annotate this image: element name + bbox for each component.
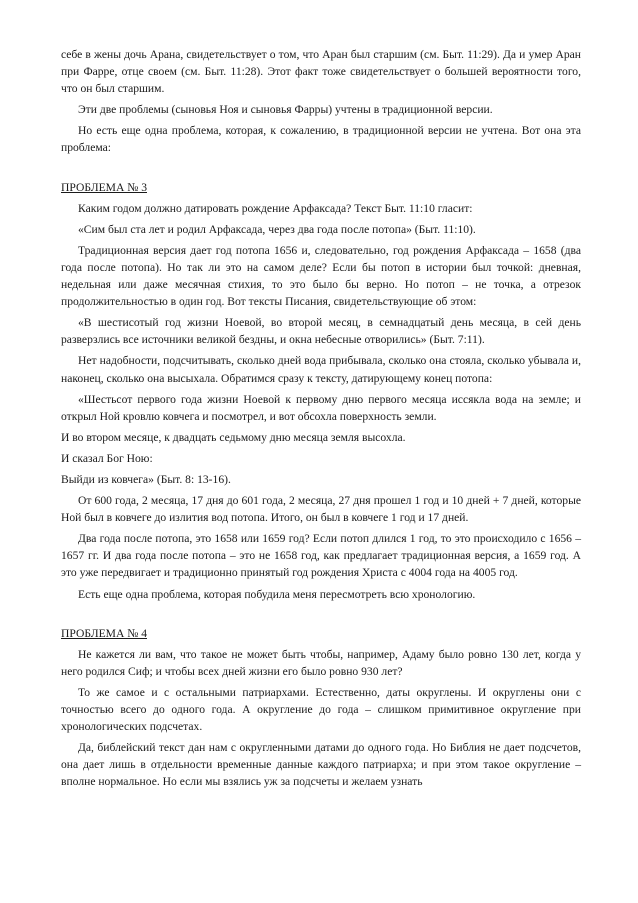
quote-paragraph: И во втором месяце, к двадцать седьмому дню месяца земля высохла. [61, 430, 406, 444]
section-gap [61, 161, 581, 179]
paragraph: Каким годом должно датировать рождение Арфаксада? Текст Быт. 11:10 гласит: [78, 201, 473, 215]
paragraph: Но есть еще одна проблема, которая, к сожалению, в традиционной версии не учтена. Вот она эта проблема: [61, 124, 581, 155]
section-heading-problem-4: ПРОБЛЕМА № 4 [61, 626, 147, 640]
paragraph: Нет надобности, подсчитывать, сколько дней вода прибывала, сколько она стояла, сколько убывала и, наконец, сколько она высыхала. Обратимся сразу к тексту, датирующему конец потопа: [61, 354, 581, 385]
paragraph: себе в жены дочь Арана, свидетельствует о том, что Аран был старшим (см. Быт. 11:29). Да и умер Аран при Фарре, отце своем (см. Быт. 11:28). Этот факт тоже свидетельствует о большей вероятности того, что он был старшим. [61, 48, 581, 96]
paragraph: То же самое и с остальными патриархами. Естественно, даты округлены. И округлены они с точностью всего до одного года. А округление до года – слишком примитивное округление при хронологических подсчетах. [61, 685, 581, 734]
paragraph: Есть еще одна проблема, которая побудила меня пересмотреть всю хронологию. [78, 587, 476, 601]
paragraph: Эти две проблемы (сыновья Ноя и сыновья Фарры) учтены в традиционной версии. [78, 103, 493, 117]
paragraph: Два года после потопа, это 1658 или 1659 год? Если потоп длился 1 год, то это происходило с 1656 – 1657 гг. И два года после потопа – это не 1658 год, как предлагает традиционная версия, а 1659 год. А это уже передвигает и традиционно принятый год рождения Христа с 4004 года на 4005 год. [61, 532, 581, 580]
paragraph: От 600 года, 2 месяца, 17 дня до 601 года, 2 месяца, 27 дня прошел 1 год и 10 дней + 7 дней, которые Ной был в ковчеге до излития вод потопа. Итого, он был в ковчеге 1 год и 17 дней. [61, 494, 581, 525]
section-gap [61, 607, 581, 625]
document-page [61, 46, 581, 794]
quote-paragraph: «В шестисотый год жизни Ноевой, во второй месяц, в семнадцатый день месяца, в сей день разверзлись все источники великой бездны, и окна небесные отворились» (Быт. 7:11). [61, 316, 581, 347]
paragraph: Традиционная версия дает год потопа 1656 и, следовательно, год рождения Арфаксада – 1658 (два года после потопа). Но так ли это на самом деле? Если бы потоп в истории был точкой: дневная, недельная или даже месячная стихия, то это было бы верно. Но потоп – не точка, а отрезок продолжительностью в один год. Вот тексты Писания, свидетельствующие об этом: [61, 243, 581, 309]
quote-paragraph: «Сим был ста лет и родил Арфаксада, через два года после потопа» (Быт. 11:10). [78, 222, 476, 236]
paragraph: Не кажется ли вам, что такое не может быть чтобы, например, Адаму было ровно 130 лет, когда у него родился Сиф; и чтобы всех дней жизни его было ровно 930 лет? [61, 647, 581, 678]
paragraph: Да, библейский текст дан нам с округленными датами до одного года. Но Библия не дает подсчетов, она дает лишь в отдельности временные данные каждого патриарха; и при этом такое округление – вполне нормальное. Но если мы взялись уж за подсчеты и желаем узнать [61, 741, 581, 789]
quote-paragraph: Выйди из ковчега» (Быт. 8: 13-16). [61, 472, 231, 486]
section-heading-problem-3: ПРОБЛЕМА № 3 [61, 180, 147, 194]
quote-paragraph: И сказал Бог Ною: [61, 451, 153, 465]
quote-paragraph: «Шестьсот первого года жизни Ноевой к первому дню первого месяца иссякла вода на земле; и открыл Ной кровлю ковчега и посмотрел, и вот обсохла поверхность земли. [61, 392, 581, 423]
